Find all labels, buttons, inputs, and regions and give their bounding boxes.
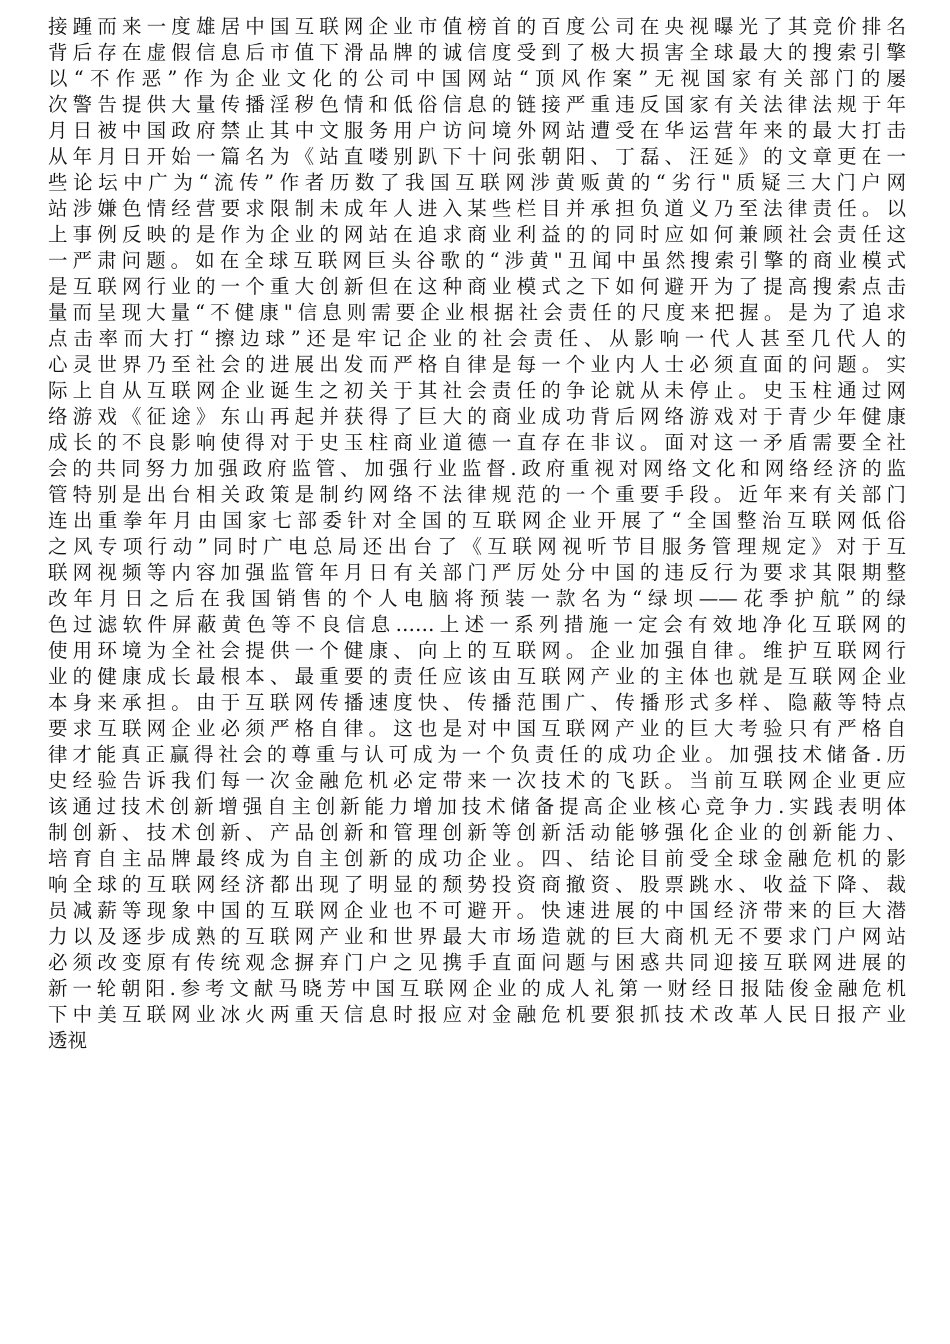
text-line: 次警告提供大量传播淫秽色情和低俗信息的链接严重违反国家有关法律法规于年 (48, 93, 906, 116)
text-line: 响全球的互联网经济都出现了明显的颓势投资商撤资、股票跳水、收益下降、裁 (48, 873, 906, 896)
text-line: 是互联网行业的一个重大创新但在这种商业模式之下如何避开为了提高搜索点击 (48, 275, 906, 298)
text-line: 管特别是出台相关政策是制约网络不法律规范的一个重要手段。近年来有关部门 (48, 483, 906, 506)
text-line: 月日被中国政府禁止其中文服务用户访问境外网站遭受在华运营年来的最大打击 (48, 119, 906, 142)
text-line: 力以及逐步成熟的互联网产业和世界最大市场造就的巨大商机无不要求门户网站 (48, 925, 906, 948)
text-line: 心灵世界乃至社会的进展出发而严格自律是每一个业内人士必须直面的问题。实 (48, 353, 906, 376)
text-line: 要求互联网企业必须严格自律。这也是对中国互联网产业的巨大考验只有严格自 (48, 717, 906, 740)
text-line: 员减薪等现象中国的互联网企业也不可避开。快速进展的中国经济带来的巨大潜 (48, 899, 906, 922)
text-line: 量而呈现大量“不健康"信息则需要企业根据社会责任的尺度来把握。是为了追求 (48, 301, 906, 324)
text-line: 史经验告诉我们每一次金融危机必定带来一次技术的飞跃。当前互联网企业更应 (48, 769, 906, 792)
text-line: 连出重拳年月由国家七部委针对全国的互联网企业开展了“全国整治互联网低俗 (48, 509, 906, 532)
text-line: 际上自从互联网企业诞生之初关于其社会责任的争论就从未停止。史玉柱通过网 (48, 379, 906, 402)
text-line: 必须改变原有传统观念摒弃门户之见携手直面问题与困惑共同迎接互联网进展的 (48, 951, 906, 974)
text-line: 背后存在虚假信息后市值下滑品牌的诚信度受到了极大损害全球最大的搜索引擎 (48, 41, 906, 64)
text-line: 联网视频等内容加强监管年月日有关部门严厉处分中国的违反行为要求其限期整 (48, 561, 906, 584)
text-line: 一严肃问题。如在全球互联网巨头谷歌的“涉黄"丑闻中虽然搜索引擎的商业模式 (48, 249, 906, 272)
text-line: 新一轮朝阳.参考文献马晓芳中国互联网企业的成人礼第一财经日报陆俊金融危机 (48, 977, 906, 1000)
text-line: 下中美互联网业冰火两重天信息时报应对金融危机要狠抓技术改革人民日报产业 (48, 1003, 906, 1026)
text-line: 色过滤软件屏蔽黄色等不良信息……上述一系列措施一定会有效地净化互联网的 (48, 613, 906, 636)
text-line: 业的健康成长最根本、最重要的责任应该由互联网产业的主体也就是互联网企业 (48, 665, 906, 688)
text-line: 站涉嫌色情经营要求限制未成年人进入某些栏目并承担负道义乃至法律责任。以 (48, 197, 906, 220)
text-line: 透视 (48, 1029, 88, 1052)
text-line: 从年月日开始一篇名为《站直喽别趴下十问张朝阳、丁磊、汪延》的文章更在一 (48, 145, 906, 168)
text-line: 之风专项行动”同时广电总局还出台了《互联网视听节目服务管理规定》对于互 (48, 535, 906, 558)
text-line: 改年月日之后在我国销售的个人电脑将预装一款名为“绿坝——花季护航”的绿 (48, 587, 906, 610)
text-line: 接踵而来一度雄居中国互联网企业市值榜首的百度公司在央视曝光了其竞价排名 (48, 15, 906, 38)
text-line: 会的共同努力加强政府监管、加强行业监督.政府重视对网络文化和网络经济的监 (48, 457, 906, 480)
document-page (48, 14, 906, 1334)
text-line: 以“不作恶”作为企业文化的公司中国网站“顶风作案”无视国家有关部门的屡 (48, 67, 906, 90)
text-line: 使用环境为全社会提供一个健康、向上的互联网。企业加强自律。维护互联网行 (48, 639, 906, 662)
text-line: 本身来承担。由于互联网传播速度快、传播范围广、传播形式多样、隐蔽等特点 (48, 691, 906, 714)
text-line: 该通过技术创新增强自主创新能力增加技术储备提高企业核心竞争力.实践表明体 (48, 795, 906, 818)
text-line: 络游戏《征途》东山再起并获得了巨大的商业成功背后网络游戏对于青少年健康 (48, 405, 906, 428)
text-line: 些论坛中广为“流传”作者历数了我国互联网涉黄贩黄的“劣行"质疑三大门户网 (48, 171, 906, 194)
text-line: 律才能真正赢得社会的尊重与认可成为一个负责任的成功企业。加强技术储备.历 (48, 743, 906, 766)
text-line: 上事例反映的是作为企业的网站在追求商业利益的的同时应如何兼顾社会责任这 (48, 223, 906, 246)
text-line: 点击率而大打“擦边球”还是牢记企业的社会责任、从影响一代人甚至几代人的 (48, 327, 906, 350)
text-line: 成长的不良影响使得对于史玉柱商业道德一直存在非议。面对这一矛盾需要全社 (48, 431, 906, 454)
text-line: 制创新、技术创新、产品创新和管理创新等创新活动能够强化企业的创新能力、 (48, 821, 906, 844)
text-line: 培育自主品牌最终成为自主创新的成功企业。四、结论目前受全球金融危机的影 (48, 847, 906, 870)
